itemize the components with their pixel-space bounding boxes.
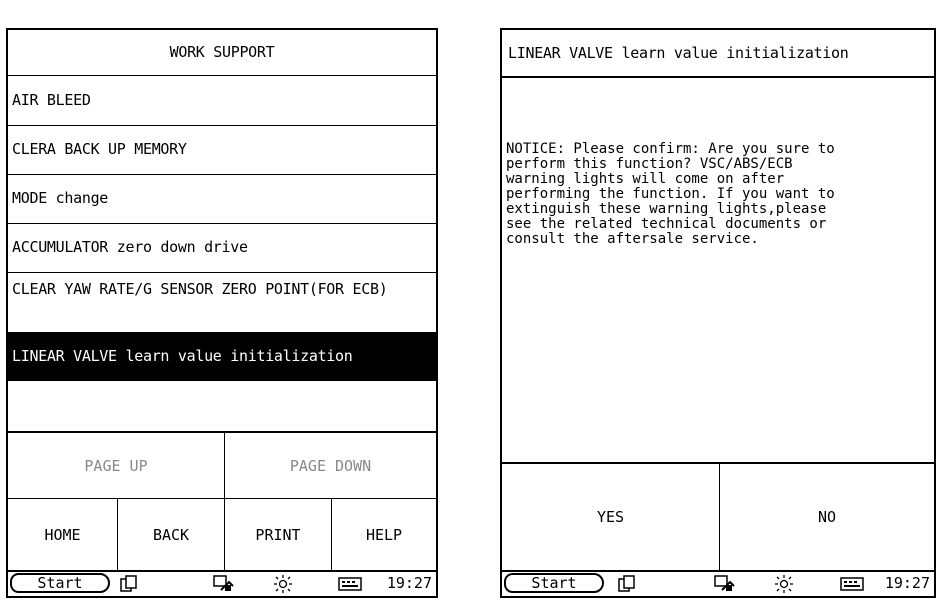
menu-item-air-bleed[interactable] — [8, 76, 436, 126]
menu-item-label: CLERA BACK UP MEMORY — [12, 140, 187, 158]
back-button[interactable] — [118, 499, 225, 570]
confirm-title: LINEAR VALVE learn value initialization — [508, 44, 849, 62]
help-label: HELP — [365, 525, 403, 544]
menu-item-label: LINEAR VALVE learn value initialization — [12, 347, 353, 365]
brightness-icon[interactable] — [273, 575, 293, 597]
taskbar — [8, 570, 436, 596]
menu-item-label: MODE change — [12, 189, 109, 207]
linear-valve-confirm-screen — [500, 28, 936, 598]
no-button[interactable] — [720, 464, 934, 570]
connection-icon[interactable] — [714, 575, 736, 597]
taskbar — [502, 570, 934, 596]
help-button[interactable] — [332, 499, 436, 570]
connection-icon[interactable] — [213, 575, 235, 597]
page-down-label: PAGE DOWN — [289, 456, 372, 475]
no-label: NO — [817, 508, 837, 526]
start-button[interactable] — [504, 573, 604, 593]
windows-icon[interactable] — [618, 575, 636, 597]
clock: 19:27 — [386, 574, 432, 592]
start-label: Start — [37, 574, 83, 592]
clock: 19:27 — [884, 574, 930, 592]
confirm-header — [502, 30, 934, 78]
print-label: PRINT — [255, 525, 301, 544]
windows-icon[interactable] — [120, 575, 138, 597]
print-button[interactable] — [225, 499, 332, 570]
brightness-icon[interactable] — [774, 575, 794, 597]
start-label: Start — [531, 574, 577, 592]
menu-item-label: AIR BLEED — [12, 91, 91, 109]
work-support-header — [8, 30, 436, 76]
yes-button[interactable] — [502, 464, 720, 570]
page-down-button[interactable] — [225, 433, 436, 499]
menu-item-label: CLEAR YAW RATE/G SENSOR ZERO POINT(FOR ECB) — [12, 280, 388, 298]
page-up-label: PAGE UP — [84, 456, 148, 475]
menu-item-clear-backup-memory[interactable] — [8, 126, 436, 175]
home-label: HOME — [44, 525, 81, 544]
menu-item-mode-change[interactable] — [8, 175, 436, 224]
home-button[interactable] — [8, 499, 118, 570]
menu-item-clear-yaw-rate[interactable] — [8, 273, 436, 333]
menu-item-linear-valve-selected[interactable] — [8, 333, 436, 381]
keyboard-icon[interactable] — [338, 575, 362, 597]
yes-label: YES — [596, 508, 625, 526]
menu-empty-row — [8, 381, 436, 433]
start-button[interactable] — [10, 573, 110, 593]
back-label: BACK — [152, 525, 190, 544]
menu-item-label: ACCUMULATOR zero down drive — [12, 238, 248, 256]
work-support-screen — [6, 28, 438, 598]
notice-text: NOTICE: Please confirm: Are you sure to perform this function? VSC/ABS/ECB warning lights will come on after performing the function. If you want to extinguish these warning lights,please see the related technical documents or consult the aftersale service. — [506, 141, 835, 247]
menu-item-accumulator-zero-down[interactable] — [8, 224, 436, 273]
keyboard-icon[interactable] — [840, 575, 864, 597]
page-up-button[interactable] — [8, 433, 225, 499]
header-title: WORK SUPPORT — [169, 43, 275, 61]
